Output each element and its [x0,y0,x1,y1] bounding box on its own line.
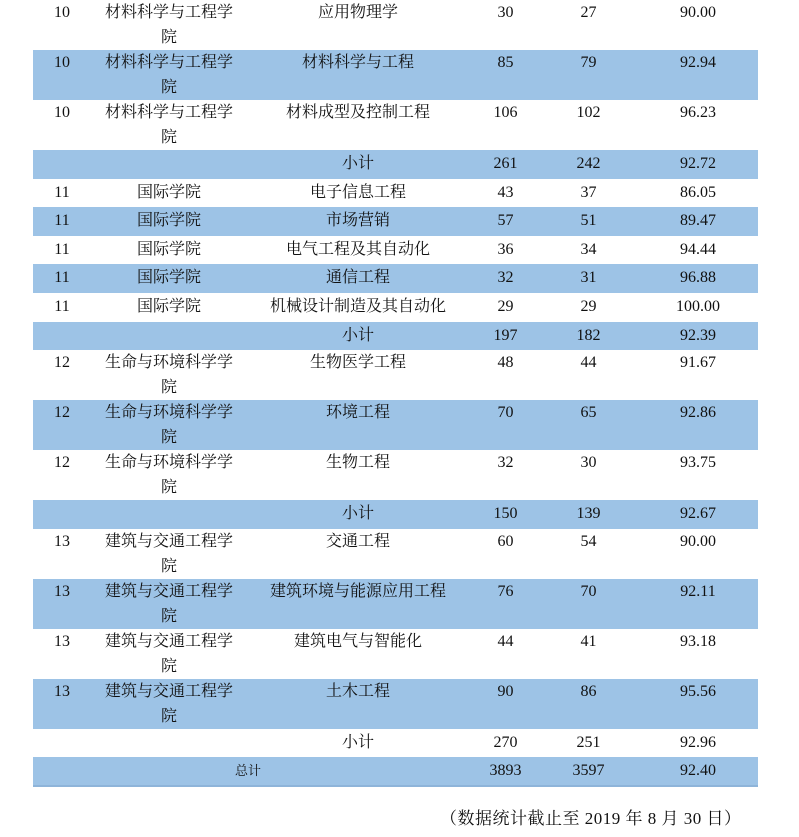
employment-rate-cell: 94.44 [680,240,716,258]
table-row [33,529,758,579]
employment-rate-cell: 95.56 [680,682,716,700]
employed-count-cell: 29 [580,297,597,315]
employed-count-cell: 251 [576,733,601,751]
college-name-cell: 国际学院 [136,183,201,201]
college-name-cell: 国际学院 [136,297,201,315]
graduates-total-cell: 261 [493,155,518,172]
grand-total-employed: 3597 [572,762,605,779]
graduates-total-cell: 57 [497,212,514,230]
graduates-total-cell: 90 [497,682,514,700]
college-name-cell: 国际学院 [136,269,201,287]
college-id-cell: 11 [54,297,70,315]
graduates-total-cell: 70 [497,404,514,422]
employment-rate-cell: 90.00 [680,532,716,550]
grand-total-row [33,757,758,787]
table-row [33,450,758,500]
college-id-cell: 10 [54,54,70,71]
employed-count-cell: 242 [576,155,601,172]
college-name-cell: 建筑与交通工程学院 [104,682,233,725]
major-name-cell: 环境工程 [325,404,390,422]
table-row [33,629,758,679]
college-id-cell: 11 [54,212,70,230]
college-name-cell: 建筑与交通工程学院 [104,632,233,675]
subtotal-row [33,500,758,529]
major-name-cell: 生物工程 [325,454,390,472]
college-name-cell: 建筑与交通工程学院 [104,582,233,625]
major-name-cell: 建筑电气与智能化 [293,632,422,650]
graduates-total-cell: 197 [493,326,518,344]
table-row [33,679,758,729]
major-name-cell: 材料成型及控制工程 [285,104,430,121]
employed-count-cell: 31 [580,269,597,287]
major-name-cell: 材料科学与工程 [301,54,414,71]
college-name-cell: 建筑与交通工程学院 [104,532,233,575]
graduates-total-cell: 106 [493,104,518,121]
employed-count-cell: 79 [580,54,597,71]
graduates-total-cell: 30 [497,4,514,21]
graduates-total-cell: 32 [497,269,514,287]
major-name-cell: 通信工程 [325,269,390,287]
employed-count-cell: 41 [580,632,597,650]
subtotal-label: 小计 [341,155,374,172]
employment-rate-cell: 92.72 [680,155,716,172]
grand-total-rate: 92.40 [680,762,716,779]
subtotal-row [33,150,758,179]
college-name-cell: 生命与环境科学学院 [104,454,233,497]
graduates-total-cell: 85 [497,54,514,71]
college-id-cell: 10 [54,4,70,21]
college-id-cell: 12 [54,404,70,422]
table-row [33,207,758,236]
employment-rate-cell: 96.23 [680,104,716,121]
college-name-cell: 材料科学与工程学院 [104,4,233,46]
graduates-total-cell: 44 [497,632,514,650]
college-id-cell: 13 [54,632,70,650]
college-id-cell: 10 [54,104,70,121]
college-id-cell: 12 [54,454,70,472]
graduates-total-cell: 60 [497,532,514,550]
college-id-cell: 11 [54,240,70,258]
employment-rate-cell: 92.67 [680,505,716,523]
subtotal-label: 小计 [341,326,374,344]
major-name-cell: 生物医学工程 [309,354,406,372]
graduates-total-cell: 43 [497,183,514,201]
table-row [33,293,758,322]
college-id-cell: 13 [54,532,70,550]
employment-rate-cell: 92.94 [680,54,716,71]
employment-rate-cell: 93.75 [680,454,716,472]
employment-rate-cell: 100.00 [676,297,720,315]
graduates-total-cell: 150 [493,505,518,523]
grand-total-label: 总计 [234,763,261,778]
college-id-cell: 13 [54,682,70,700]
employment-rate-cell: 93.18 [680,632,716,650]
graduates-total-cell: 32 [497,454,514,472]
major-name-cell: 交通工程 [325,532,390,550]
employed-count-cell: 51 [580,212,597,230]
employment-rate-cell: 92.11 [680,582,716,600]
college-name-cell: 材料科学与工程学院 [104,54,233,96]
employed-count-cell: 65 [580,404,597,422]
table-row [33,579,758,629]
table-row [33,350,758,400]
employment-rate-cell: 92.96 [680,733,716,751]
major-name-cell: 机械设计制造及其自动化 [269,297,446,315]
grand-total-graduates: 3893 [489,762,522,779]
table-row [33,50,758,100]
college-id-cell: 11 [54,269,70,287]
major-name-cell: 电气工程及其自动化 [285,240,430,258]
major-name-cell: 建筑环境与能源应用工程 [269,582,446,600]
subtotal-label: 小计 [341,733,374,751]
data-cutoff-footnote: （数据统计截止至 2019 年 8 月 30 日） [440,809,742,828]
graduates-total-cell: 29 [497,297,514,315]
graduates-total-cell: 48 [497,354,514,372]
table-row [33,400,758,450]
major-name-cell: 应用物理学 [317,4,398,21]
subtotal-row [33,729,758,758]
employment-rate-cell: 92.86 [680,404,716,422]
graduates-total-cell: 76 [497,582,514,600]
college-name-cell: 材料科学与工程学院 [104,104,233,146]
employed-count-cell: 27 [580,4,597,21]
table-row [33,236,758,265]
employment-rate-cell: 92.39 [680,326,716,344]
college-id-cell: 13 [54,582,70,600]
college-name-cell: 国际学院 [136,240,201,258]
college-id-cell: 12 [54,354,70,372]
subtotal-label: 小计 [341,505,374,523]
employment-rate-cell: 91.67 [680,354,716,372]
employed-count-cell: 139 [576,505,601,523]
employment-rate-cell: 96.88 [680,269,716,287]
employed-count-cell: 182 [576,326,601,344]
table-row [33,0,758,50]
subtotal-row [33,322,758,351]
employment-rate-cell: 86.05 [680,183,716,201]
employed-count-cell: 54 [580,532,597,550]
employment-rate-cell: 89.47 [680,212,716,230]
major-name-cell: 市场营销 [325,212,390,230]
table-row [33,264,758,293]
graduates-total-cell: 270 [493,733,518,751]
major-name-cell: 电子信息工程 [309,183,406,201]
table-row [33,179,758,208]
major-name-cell: 土木工程 [325,682,390,700]
employed-count-cell: 37 [580,183,597,201]
employed-count-cell: 86 [580,682,597,700]
employed-count-cell: 70 [580,582,597,600]
employed-count-cell: 30 [580,454,597,472]
employed-count-cell: 34 [580,240,597,258]
employed-count-cell: 102 [576,104,601,121]
table-row [33,100,758,150]
employed-count-cell: 44 [580,354,597,372]
graduates-total-cell: 36 [497,240,514,258]
employment-rate-cell: 90.00 [680,4,716,21]
college-name-cell: 生命与环境科学学院 [104,404,233,447]
college-id-cell: 11 [54,183,70,201]
college-name-cell: 生命与环境科学学院 [104,354,233,397]
college-name-cell: 国际学院 [136,212,201,230]
employment-rate-table [33,0,758,757]
